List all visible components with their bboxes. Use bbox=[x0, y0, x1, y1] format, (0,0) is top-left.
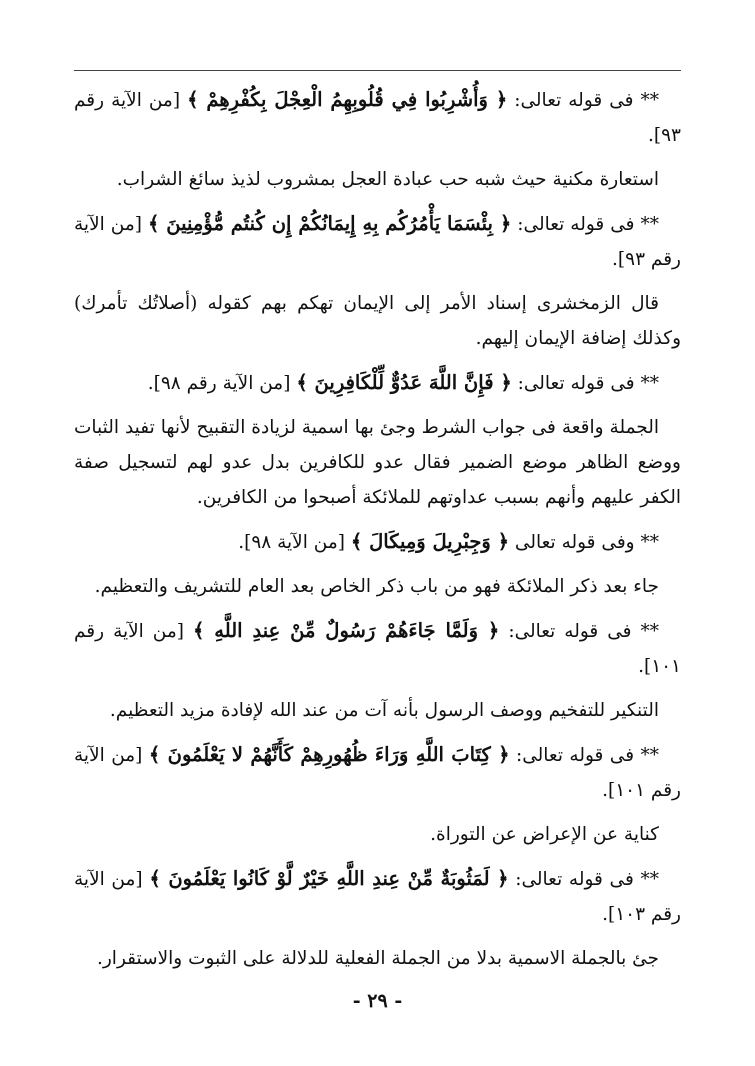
quran-quote: لَمَثُوبَةٌ مِّنْ عِندِ اللَّهِ خَيْرٌ لَّوْ كَانُوا يَعْلَمُونَ bbox=[160, 867, 498, 890]
quran-open-bracket: ﴿ bbox=[497, 867, 509, 890]
quran-quote: وَأُشْرِبُوا فِي قُلُوبِهِمُ الْعِجْلَ بِكُفْرِهِمْ bbox=[198, 88, 496, 111]
quran-open-bracket: ﴿ bbox=[499, 212, 512, 235]
quran-quote: بِئْسَمَا يَأْمُرُكُم بِهِ إِيمَانُكُمْ إِن كُنتُم مُّؤْمِنِينَ bbox=[159, 212, 500, 235]
quran-quote: وَجِبْرِيلَ وَمِيكَالَ bbox=[362, 530, 498, 553]
verse-reference: [من الآية رقم ٩٨]. bbox=[147, 373, 297, 394]
quran-quote: فَإِنَّ اللَّهَ عَدُوٌّ لِّلْكَافِرِينَ bbox=[307, 371, 501, 394]
top-divider bbox=[74, 70, 681, 71]
quran-open-bracket: ﴿ bbox=[498, 743, 510, 766]
verse-prefix: ** فى قوله تعالى: bbox=[499, 621, 659, 642]
commentary-paragraph-5: التنكير للتفخيم ووصف الرسول بأنه آت من عند الله لإفادة مزيد التعظيم. bbox=[109, 700, 659, 721]
verse-paragraph-1 bbox=[74, 82, 681, 153]
verse-prefix: ** فى قوله تعالى: bbox=[511, 214, 659, 235]
verse-prefix: ** فى قوله تعالى: bbox=[511, 373, 659, 394]
quran-close-bracket: ﴾ bbox=[296, 371, 308, 394]
quran-close-bracket: ﴾ bbox=[192, 619, 205, 642]
verse-prefix: ** فى قوله تعالى: bbox=[508, 869, 659, 890]
verse-paragraph-7 bbox=[74, 861, 681, 932]
quran-quote: كِتَابَ اللَّهِ وَرَاءَ ظُهُورِهِمْ كَأَنَّهُمْ لا يَعْلَمُونَ bbox=[160, 743, 499, 766]
verse-paragraph-3 bbox=[74, 365, 681, 401]
commentary-paragraph-4: جاء بعد ذكر الملائكة فهو من باب ذكر الخاص بعد العام للتشريف والتعظيم. bbox=[94, 576, 659, 597]
quran-open-bracket: ﴿ bbox=[487, 619, 500, 642]
verse-prefix: ** فى قوله تعالى: bbox=[509, 745, 659, 766]
verse-paragraph-6 bbox=[74, 737, 681, 808]
verse-paragraph-5 bbox=[74, 613, 681, 684]
verse-reference: [من الآية رقم ١٠٣]. bbox=[74, 869, 681, 925]
commentary-paragraph-2: قال الزمخشرى إسناد الأمر إلى الإيمان تهكم بهم كقوله (أصلاتُك تأمرك) وكذلك إضافة الإيمان إليهم. bbox=[74, 293, 681, 349]
page-number: - ٢٩ - bbox=[352, 990, 403, 1012]
quran-close-bracket: ﴾ bbox=[148, 743, 161, 766]
verse-reference: [من الآية رقم ١٠١]. bbox=[74, 621, 681, 677]
quran-quote: وَلَمَّا جَاءَهُمْ رَسُولٌ مِّنْ عِندِ اللَّهِ bbox=[204, 619, 488, 642]
verse-prefix: ** وفى قوله تعالى bbox=[509, 532, 659, 553]
quran-close-bracket: ﴾ bbox=[147, 212, 160, 235]
verse-reference: [من الآية رقم ٩٣]. bbox=[74, 214, 681, 270]
verse-reference: [من الآية رقم ٩٣]. bbox=[74, 90, 681, 146]
commentary-paragraph-1: استعارة مكنية حيث شبه حب عبادة العجل بمشروب لذيذ سائغ الشراب. bbox=[116, 169, 659, 190]
document-body bbox=[74, 82, 681, 985]
verse-prefix: ** فى قوله تعالى: bbox=[507, 90, 659, 111]
quran-open-bracket: ﴿ bbox=[495, 88, 508, 111]
commentary-paragraph-6: كناية عن الإعراض عن التوراة. bbox=[430, 824, 659, 845]
quran-open-bracket: ﴿ bbox=[497, 530, 510, 553]
quran-close-bracket: ﴾ bbox=[187, 88, 199, 111]
verse-reference: [من الآية رقم ١٠١]. bbox=[74, 745, 681, 801]
quran-close-bracket: ﴾ bbox=[350, 530, 363, 553]
quran-open-bracket: ﴿ bbox=[500, 371, 512, 394]
verse-reference: [من الآية ٩٨]. bbox=[238, 532, 351, 553]
quran-close-bracket: ﴾ bbox=[149, 867, 161, 890]
commentary-paragraph-7: جئ بالجملة الاسمية بدلا من الجملة الفعلية للدلالة على الثبوت والاستقرار. bbox=[96, 948, 659, 969]
verse-paragraph-2 bbox=[74, 206, 681, 277]
commentary-paragraph-3: الجملة واقعة فى جواب الشرط وجئ بها اسمية لزيادة التقبيح لأنها تفيد الثبات ووضع الظاهر موضع الضمير فقال عدو للكافرين بدل عدو لهم لتسجيل صفة الكفر عليهم وأنهم بسبب عداوتهم للملائكة أصبحوا من الكافرين. bbox=[74, 417, 681, 508]
verse-paragraph-4 bbox=[74, 524, 681, 560]
